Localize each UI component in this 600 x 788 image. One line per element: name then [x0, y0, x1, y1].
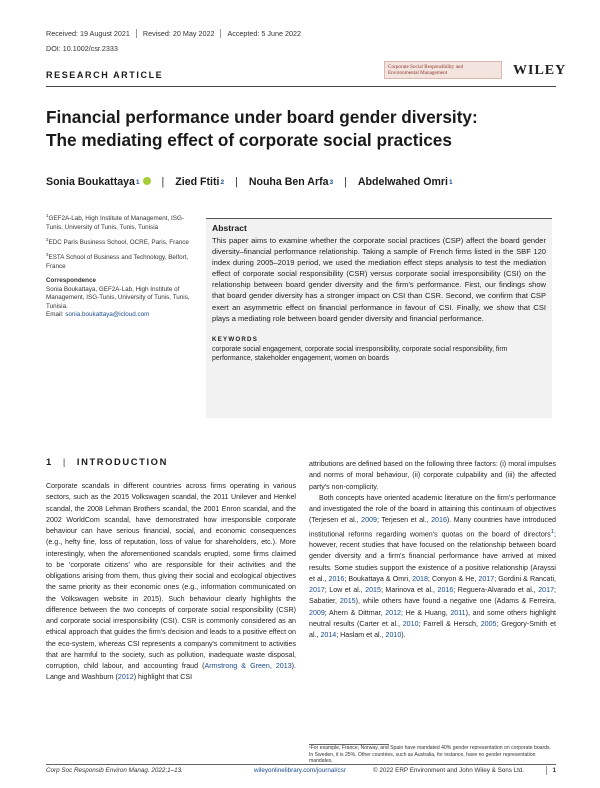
divider	[546, 766, 547, 775]
affil-sup: 1	[46, 213, 49, 218]
section-title: INTRODUCTION	[76, 456, 168, 467]
paragraph	[46, 481, 296, 684]
text: ), while others have found a negative one (Adams & Ferreira,	[355, 597, 556, 606]
page-number: 1	[552, 767, 556, 774]
text: ; Haslam et al.,	[336, 631, 386, 640]
author-name[interactable]: Zied Ftiti	[175, 176, 220, 188]
author-affil-sup[interactable]: 3	[329, 178, 334, 186]
citation-link[interactable]: 2012	[385, 608, 401, 617]
citation-link[interactable]: 2009	[361, 516, 377, 525]
affiliation	[46, 236, 198, 248]
text: Corporate scandals in different countries across firms operating in various sectors, such as the 2015 Volkswagen scandal, the 2011 Unilever and Henkel scandal, the 2008 Lehman Brothers scandal, the 2001 Enron scandal, and the 2002 WorldCom scandal, have demonstrated how irresponsible corporate behaviour can have serious financial, social, and economic consequences (e.g., hefty fine, loss of reputation, loss of value for shareholders, etc.). More interestingly, when the aforementioned scandals erupted, some firms claimed to be ‘corporate citizens’ who are responsible for their activities and the obligations arising from them, thus giving their social and ecological objectives the same priority as their economic ones (e.g., information communicated on the Volkswagen website in 2015). Such behaviour clearly highlights the difference between the two concepts of corporate social responsibility (CSR) and corporate social irresponsibility (CSI). CSR is commonly considered as an ethical approach that guides the firm's decision and leads to a positive effect on the eco-system, whereas CSI represents a company's commitment to activities that are harmful to the society, such as pollution, inadequate waste disposal, corruption, child labour, and accounting fraud (	[46, 482, 296, 670]
title-line: Financial performance under board gender diversity:	[46, 107, 478, 127]
publisher-logo[interactable]: WILEY	[513, 63, 567, 78]
author-affil-sup[interactable]: 1	[448, 178, 453, 186]
text: ; however, recent studies that have focused on the relationship between board gender diversity and a firm's financial performance have arrived at mixed results. Some studies support the existence of a positive relationship (Arayssi et al.,	[309, 529, 556, 583]
affiliation-text: ESTA School of Business and Technology, Belfort, France	[46, 254, 189, 270]
text: ).	[401, 631, 406, 640]
journal-logo-line: Environmental Management	[388, 70, 448, 76]
citation-link[interactable]: 2005	[480, 619, 497, 628]
header-rule	[46, 86, 556, 87]
doi[interactable]: DOI: 10.1002/csr.2333	[46, 44, 118, 53]
journal-citation: Corp Soc Responsib Environ Manag. 2022;1–13.	[46, 767, 183, 774]
correspondence-text: Sonia Boukattaya, GEF2A-Lab, High Institute of Management, ISG-Tunis, University of Tunis, Tunis, Tunisia.	[46, 285, 190, 310]
citation-link[interactable]: 2016	[437, 586, 454, 595]
author-separator: |	[344, 176, 347, 188]
journal-logo[interactable]	[384, 61, 502, 79]
copyright: © 2022 ERP Environment and John Wiley & Sons Ltd.	[373, 767, 525, 774]
section-separator: |	[62, 456, 67, 467]
citation-link[interactable]: 2011	[450, 608, 466, 617]
citation-link[interactable]: 2012	[117, 673, 134, 682]
text: ), and some others highlight neutral results (Carter et al.,	[309, 608, 556, 628]
email-label: Email:	[46, 310, 64, 318]
journal-logo-line: Corporate Social Responsibility and	[388, 64, 464, 70]
abstract-body: This paper aims to examine whether the corporate social practices (CSP) affect the board gender diversity–financial performance relationship. Taking a sample of French firms listed in the SBF 120 index during 2005–2019 period, we used the mediation effect steps analysis to test the mediation effect of corporate social responsibility (CSR) versus corporate social irresponsibility (CSI) on the relationship between board gender diversity and the firm's performance. First, our findings show that board gender diversity has a stronger impact on CSI than CSR. Second, we confirm that CSP exert an asymmetric effect on financial performance in favour of CSI. Finally, we show that CSI plays a mediating role between board gender diversity and financial performance.	[212, 236, 546, 323]
body-column-right	[309, 459, 556, 641]
citation-link[interactable]: 2015	[339, 597, 356, 606]
author-affil-sup[interactable]: 1	[135, 178, 140, 186]
affiliations	[46, 212, 198, 319]
text: ; Farrell & Hersch,	[418, 619, 481, 628]
affil-sup: 3	[46, 252, 49, 258]
affiliation	[46, 251, 198, 271]
text: ; Terjesen et al.,	[376, 516, 432, 525]
affiliation	[46, 212, 198, 232]
abstract-box	[206, 218, 552, 418]
author-name[interactable]: Abdelwahed Omri	[357, 176, 448, 188]
journal-url[interactable]: wileyonlinelibrary.com/journal/csr	[254, 767, 346, 774]
keywords-list: corporate social engagement, corporate social irresponsibility, corporate social responsibility, firm performance, stakeholder engagement, women on boards	[212, 345, 508, 363]
author-list	[46, 176, 453, 188]
text: ). Lange and Washburn (	[46, 662, 296, 682]
text: ; Gordini & Rancati,	[494, 574, 556, 583]
orcid-icon[interactable]	[143, 177, 151, 185]
citation-link[interactable]: 2016	[328, 574, 345, 583]
author-name[interactable]: Sonia Boukattaya	[46, 176, 135, 188]
citation-link[interactable]: 2009	[309, 608, 325, 617]
citation-link[interactable]: 2017	[478, 574, 495, 583]
author-separator: |	[161, 176, 165, 188]
title-line: The mediating effect of corporate social practices	[46, 130, 452, 150]
citation-link[interactable]: 2010	[385, 631, 402, 640]
text: ; Marinova et al.,	[380, 586, 438, 595]
article-title	[46, 106, 556, 152]
affiliation-text: GEF2A-Lab, High Institute of Management, ISG-Tunis, University of Tunis, Tunis, Tunisia	[46, 215, 184, 231]
accepted-date: Accepted: 5 June 2022	[227, 29, 301, 38]
footnote: ¹For example, France, Norway, and Spain have mandated 40% gender representation on corporate boards. In Sweden, it is 25%. Other countries, such as Australia, for instance, have no gender representation mandates.	[309, 745, 551, 764]
article-type: RESEARCH ARTICLE	[46, 70, 164, 80]
paragraph: attributions are defined based on the following three factors: (i) moral impulses and norms of moral behaviour, (ii) corporate culpability and (iii) the affected party's non-complicity.	[309, 460, 556, 491]
section-heading	[46, 456, 168, 467]
citation-link[interactable]: 2017	[309, 586, 325, 595]
abstract-heading: Abstract	[212, 223, 247, 233]
email-link[interactable]: sonia.boukattaya@icloud.com	[65, 310, 150, 318]
text: ; Ahern & Dittmar,	[324, 608, 386, 617]
received-date: Received: 19 August 2021	[46, 29, 130, 38]
citation-link[interactable]: 2016	[431, 516, 447, 525]
correspondence-email	[46, 311, 198, 319]
citation-link[interactable]: 2014	[320, 631, 337, 640]
text: ; Conyon & He,	[427, 574, 479, 583]
citation-link[interactable]: Armstrong & Green, 2013	[204, 662, 292, 670]
footer-rule	[46, 764, 556, 765]
text: ) highlight that CSI	[133, 673, 193, 682]
text: ; Sabatier,	[309, 586, 556, 606]
citation-link[interactable]: 2017	[538, 586, 555, 595]
affil-sup: 2	[46, 236, 49, 242]
text: Both concepts have oriented academic literature on the firm's performance and investigated the role of the board in attaining this continuum of objectives (Terjesen et al.,	[309, 493, 556, 525]
correspondence-heading: Correspondence	[46, 277, 97, 285]
article-dates	[46, 29, 301, 38]
text: ; Low et al.,	[324, 586, 366, 595]
footnote-marker[interactable]: 1	[550, 528, 555, 535]
citation-link[interactable]: 2010	[402, 619, 419, 628]
text: ; Gregory-Smith et al.,	[309, 619, 556, 640]
text: ; Boukattaya & Omri,	[344, 574, 413, 583]
section-number: 1	[46, 456, 53, 467]
author-separator: |	[235, 176, 238, 188]
citation-link[interactable]: 2015	[365, 586, 381, 595]
text: ). Many countries have introduced institutional reforms regarding women's quotas on the board of directors	[309, 516, 556, 538]
body-column-left	[46, 481, 296, 684]
keywords-heading: KEYWORDS	[212, 335, 259, 343]
paragraph	[309, 493, 556, 642]
text: ; Reguera-Alvarado et al.,	[453, 586, 539, 595]
citation-link[interactable]: 2018	[412, 574, 428, 583]
divider	[136, 29, 137, 38]
author-affil-sup[interactable]: 2	[220, 178, 225, 186]
text: ; He & Huang,	[400, 608, 451, 617]
revised-date: Revised: 20 May 2022	[142, 29, 215, 38]
author-name[interactable]: Nouha Ben Arfa	[248, 176, 329, 188]
divider	[220, 29, 221, 38]
affiliation-text: EDC Paris Business School, OCRE, Paris, France	[48, 239, 189, 246]
